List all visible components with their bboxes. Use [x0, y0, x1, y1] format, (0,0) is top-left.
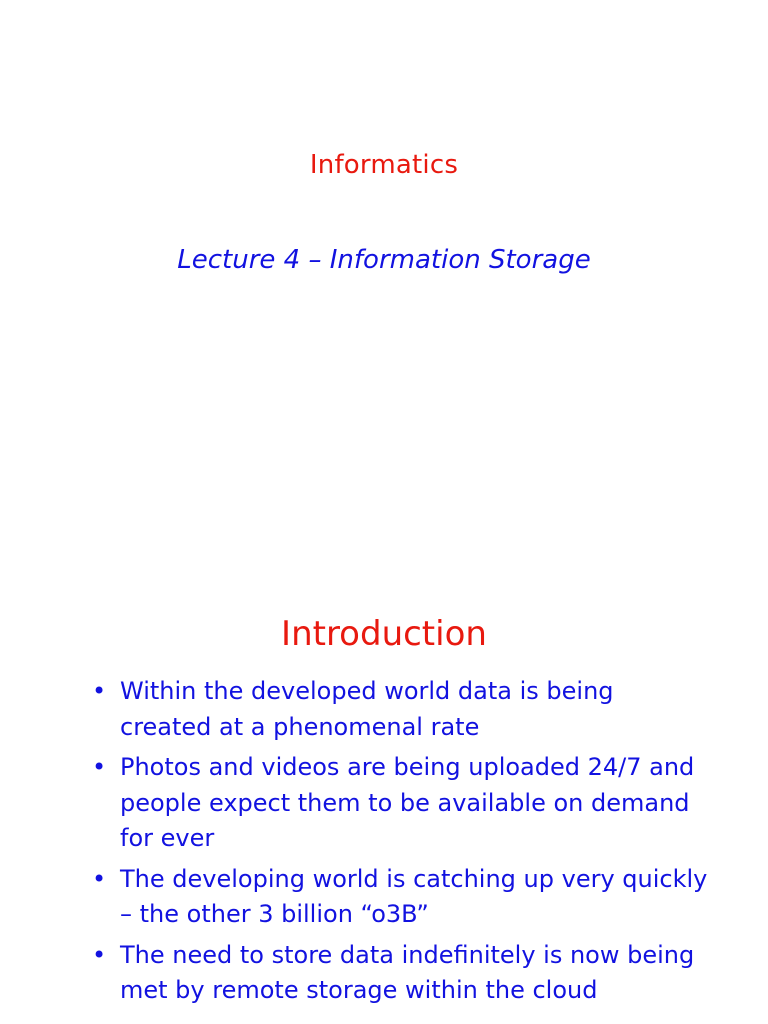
bullet-item	[92, 750, 712, 857]
bullet-list	[92, 674, 712, 1014]
bullet-item	[92, 938, 712, 1009]
bullet-icon: •	[92, 677, 107, 705]
slide-title: Informatics	[309, 150, 459, 180]
bullet-text: The need to store data indefinitely is now being met by remote storage within the cloud	[120, 940, 695, 1004]
bullet-item	[92, 862, 712, 933]
bullet-text: The developing world is catching up very quickly – the other 3 billion “o3B”	[120, 864, 708, 928]
bullet-text: Photos and videos are being uploaded 24/7 and people expect them to be available on demand for ever	[120, 753, 695, 852]
slide-2	[0, 512, 768, 1024]
slide-subtitle: Lecture 4 – Information Storage	[177, 245, 591, 275]
bullet-icon: •	[92, 864, 107, 893]
bullet-icon: •	[92, 753, 107, 781]
bullet-icon: •	[92, 940, 107, 969]
bullet-text: Within the developed world data is being created at a phenomenal rate	[120, 677, 614, 741]
slide-title: Introduction	[281, 614, 487, 654]
bullet-item	[92, 674, 712, 745]
